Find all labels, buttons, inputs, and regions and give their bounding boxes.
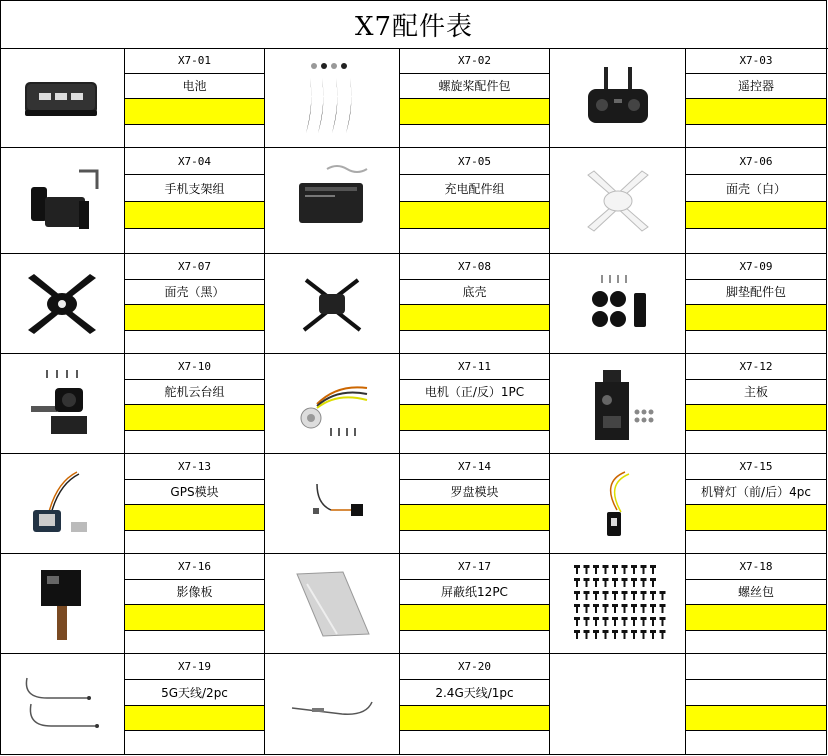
part-highlight-row bbox=[686, 99, 826, 125]
part-blank-row bbox=[125, 331, 264, 356]
part-highlight-row bbox=[125, 405, 264, 431]
part-blank-row bbox=[686, 431, 826, 456]
part-blank-row bbox=[400, 731, 549, 756]
part-name: 底壳 bbox=[400, 280, 549, 306]
part-highlight-row bbox=[400, 706, 549, 732]
black-shell-icon bbox=[17, 264, 107, 344]
antenna-5g-icon bbox=[17, 664, 107, 744]
part-info-cell bbox=[400, 148, 550, 254]
part-code: X7-01 bbox=[125, 48, 264, 74]
part-highlight-row bbox=[686, 605, 826, 631]
part-image-cell bbox=[0, 48, 125, 148]
part-image-cell bbox=[550, 48, 686, 148]
battery-icon bbox=[17, 68, 107, 128]
part-image-cell bbox=[265, 554, 400, 654]
part-info-cell bbox=[125, 654, 265, 755]
part-name: 电池 bbox=[125, 74, 264, 100]
part-name: 屏蔽纸12PC bbox=[400, 580, 549, 606]
part-code: X7-10 bbox=[125, 354, 264, 380]
border-left bbox=[0, 0, 1, 755]
part-code: X7-08 bbox=[400, 254, 549, 280]
mainboard-icon bbox=[573, 364, 663, 444]
border-top bbox=[0, 0, 827, 1]
part-name bbox=[686, 680, 826, 706]
part-name: 主板 bbox=[686, 380, 826, 406]
foot-pad-icon bbox=[578, 269, 658, 339]
part-blank-row bbox=[400, 125, 549, 150]
part-code: X7-18 bbox=[686, 554, 826, 580]
part-highlight-row bbox=[125, 305, 264, 331]
part-blank-row bbox=[686, 331, 826, 356]
part-image-cell bbox=[550, 148, 686, 254]
part-name: 面壳（黑） bbox=[125, 280, 264, 306]
phone-holder-icon bbox=[17, 161, 107, 241]
part-blank-row bbox=[400, 531, 549, 556]
part-name: 罗盘模块 bbox=[400, 480, 549, 506]
part-name: 电机（正/反）1PC bbox=[400, 380, 549, 406]
part-info-cell bbox=[125, 454, 265, 554]
part-highlight-row bbox=[686, 305, 826, 331]
part-info-cell bbox=[125, 554, 265, 654]
part-blank-row bbox=[400, 631, 549, 656]
part-code: X7-03 bbox=[686, 48, 826, 74]
part-highlight-row bbox=[686, 505, 826, 531]
part-code: X7-05 bbox=[400, 148, 549, 175]
part-name: 充电配件组 bbox=[400, 175, 549, 202]
part-blank-row bbox=[125, 229, 264, 255]
part-image-cell bbox=[0, 254, 125, 354]
part-name: 机臂灯（前/后）4pc bbox=[686, 480, 826, 506]
part-info-cell bbox=[686, 48, 827, 148]
part-code: X7-02 bbox=[400, 48, 549, 74]
part-name: 脚垫配件包 bbox=[686, 280, 826, 306]
bottom-shell-icon bbox=[287, 264, 377, 344]
part-highlight-row bbox=[125, 99, 264, 125]
image-board-icon bbox=[17, 564, 107, 644]
part-info-cell bbox=[125, 354, 265, 454]
screw-pack-icon bbox=[568, 559, 668, 649]
part-image-cell bbox=[265, 654, 400, 755]
part-name: 螺丝包 bbox=[686, 580, 826, 606]
part-image-cell bbox=[265, 454, 400, 554]
border-right bbox=[826, 0, 827, 755]
part-image-cell bbox=[550, 454, 686, 554]
part-code: X7-09 bbox=[686, 254, 826, 280]
part-highlight-row bbox=[125, 202, 264, 229]
part-blank-row bbox=[686, 731, 826, 756]
part-code: X7-12 bbox=[686, 354, 826, 380]
part-code: X7-13 bbox=[125, 454, 264, 480]
part-image-cell bbox=[265, 354, 400, 454]
part-info-cell bbox=[400, 654, 550, 755]
arm-light-icon bbox=[573, 464, 663, 544]
part-highlight-row bbox=[686, 706, 826, 732]
part-image-cell bbox=[0, 654, 125, 755]
part-image-cell bbox=[0, 148, 125, 254]
part-image-cell bbox=[265, 254, 400, 354]
white-shell-icon bbox=[573, 161, 663, 241]
part-info-cell bbox=[686, 354, 827, 454]
part-highlight-row bbox=[400, 405, 549, 431]
part-name: 舵机云台组 bbox=[125, 380, 264, 406]
part-blank-row bbox=[400, 229, 549, 255]
part-code: X7-19 bbox=[125, 654, 264, 680]
part-blank-row bbox=[686, 229, 826, 255]
part-highlight-row bbox=[400, 505, 549, 531]
part-code: X7-15 bbox=[686, 454, 826, 480]
part-code: X7-20 bbox=[400, 654, 549, 680]
part-blank-row bbox=[125, 631, 264, 656]
part-blank-row bbox=[400, 431, 549, 456]
part-highlight-row bbox=[686, 405, 826, 431]
part-blank-row bbox=[125, 531, 264, 556]
part-name: 影像板 bbox=[125, 580, 264, 606]
part-code: X7-14 bbox=[400, 454, 549, 480]
part-highlight-row bbox=[400, 305, 549, 331]
part-image-cell bbox=[550, 554, 686, 654]
part-blank-row bbox=[686, 125, 826, 150]
part-code: X7-16 bbox=[125, 554, 264, 580]
compass-module-icon bbox=[287, 464, 377, 544]
part-image-cell bbox=[550, 254, 686, 354]
part-code: X7-17 bbox=[400, 554, 549, 580]
shielding-paper-icon bbox=[287, 564, 377, 644]
part-info-cell bbox=[686, 254, 827, 354]
motor-icon bbox=[287, 364, 377, 444]
part-info-cell bbox=[125, 48, 265, 148]
part-highlight-row bbox=[686, 202, 826, 229]
gimbal-icon bbox=[17, 364, 107, 444]
part-highlight-row bbox=[400, 202, 549, 229]
part-code: X7-04 bbox=[125, 148, 264, 175]
part-blank-row bbox=[125, 731, 264, 756]
part-info-cell bbox=[400, 48, 550, 148]
part-info-cell bbox=[686, 148, 827, 254]
part-code: X7-11 bbox=[400, 354, 549, 380]
part-blank-row bbox=[686, 531, 826, 556]
part-image-cell bbox=[0, 354, 125, 454]
part-name: 面壳（白） bbox=[686, 175, 826, 202]
part-code: X7-07 bbox=[125, 254, 264, 280]
part-highlight-row bbox=[125, 605, 264, 631]
remote-controller-icon bbox=[578, 63, 658, 133]
part-info-cell bbox=[400, 454, 550, 554]
part-blank-row bbox=[125, 431, 264, 456]
part-blank-row bbox=[400, 331, 549, 356]
part-highlight-row bbox=[400, 605, 549, 631]
gps-module-icon bbox=[17, 464, 107, 544]
part-info-cell bbox=[400, 554, 550, 654]
part-info-cell bbox=[686, 554, 827, 654]
part-name: 遥控器 bbox=[686, 74, 826, 100]
part-info-cell bbox=[686, 454, 827, 554]
part-blank-row bbox=[686, 631, 826, 656]
part-code: X7-06 bbox=[686, 148, 826, 175]
part-name: 5G天线/2pc bbox=[125, 680, 264, 706]
part-image-cell bbox=[0, 554, 125, 654]
part-info-cell bbox=[125, 148, 265, 254]
propeller-icon bbox=[292, 58, 372, 138]
part-info-cell bbox=[125, 254, 265, 354]
part-name: GPS模块 bbox=[125, 480, 264, 506]
part-name: 螺旋桨配件包 bbox=[400, 74, 549, 100]
sheet-title: X7配件表 bbox=[0, 0, 828, 49]
part-highlight-row bbox=[400, 99, 549, 125]
part-info-cell bbox=[400, 354, 550, 454]
part-image-cell bbox=[550, 354, 686, 454]
part-name: 2.4G天线/1pc bbox=[400, 680, 549, 706]
part-image-cell bbox=[265, 48, 400, 148]
charger-icon bbox=[287, 161, 377, 241]
part-info-cell bbox=[400, 254, 550, 354]
part-highlight-row bbox=[125, 505, 264, 531]
antenna-24g-icon bbox=[282, 664, 382, 744]
part-image-cell bbox=[0, 454, 125, 554]
part-image-cell bbox=[550, 654, 686, 755]
part-name: 手机支架组 bbox=[125, 175, 264, 202]
part-blank-row bbox=[125, 125, 264, 150]
part-code bbox=[686, 654, 826, 680]
part-info-cell bbox=[686, 654, 827, 755]
part-highlight-row bbox=[125, 706, 264, 732]
part-image-cell bbox=[265, 148, 400, 254]
